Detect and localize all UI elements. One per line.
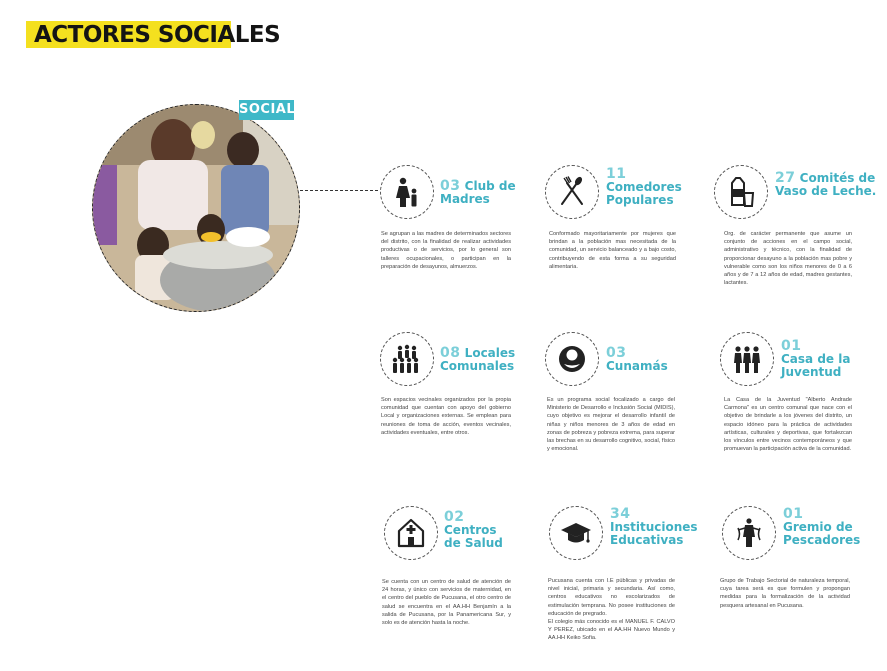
actor-heading-vaso-leche: 27 Comités de Vaso de Leche. bbox=[775, 170, 877, 198]
actor-heading-casa-juventud: 01 Casa de la Juventud bbox=[781, 338, 851, 379]
instituciones-text-1: Pucusana cuenta con I.E públicas y privadas de nivel inicial, primaria y secundaria. Así como, centros educativos no escolarizados de estimulación temprana. No posee instituciones de educación de pregrado. bbox=[548, 578, 675, 617]
instituciones-text-2: El colegio más conocido es el MANUEL F. CALVO Y PEREZ, ubicado en el AA.HH Nuevo Mundo y AA.HH Keiko Sofia. bbox=[548, 619, 675, 642]
actor-heading-club-madres: 03 Club de Madres bbox=[440, 178, 516, 206]
actor-heading-cunamas: 03 Cunamás bbox=[606, 345, 668, 373]
dashed-connector bbox=[300, 190, 378, 191]
actor-description-centros-salud: Se cuenta con un centro de salud de atención de 24 horas, y único con servicios de maternidad, en el centro del pueblo de Pucusana, el otro centro de salud se encuentra en el AA.HH Benjamín a la salida de Pucusana, por la Panamericana Sur, y solo es de atención hasta la noche. bbox=[382, 579, 511, 627]
fork-spoon-icon bbox=[545, 165, 599, 219]
actor-description-instituciones bbox=[548, 577, 675, 643]
actor-description-cunamas: Es un programa social focalizado a cargo del Ministerio de Desarrollo e Inclusión Social (MIDIS), cuyo objetivo es mejorar el desarrollo infantil de niñas y niños menores de 3 años de edad en zonas de pobreza y pobreza extrema, para superar las brechas en su desarrollo cognitivo, social, físico y emocional. bbox=[547, 397, 675, 453]
community-icon bbox=[380, 332, 434, 386]
fisherman-icon bbox=[722, 506, 776, 560]
social-tag: SOCIAL bbox=[239, 100, 294, 120]
health-center-icon bbox=[384, 506, 438, 560]
page-title: ACTORES SOCIALES bbox=[34, 22, 281, 48]
actor-heading-centros-salud: 02 Centros de Salud bbox=[444, 509, 503, 550]
milk-icon bbox=[714, 165, 768, 219]
mother-child-icon bbox=[380, 165, 434, 219]
baby-icon bbox=[545, 332, 599, 386]
actor-heading-pescadores: 01 Gremio de Pescadores bbox=[783, 506, 861, 547]
community-photo-image bbox=[93, 105, 299, 311]
actor-heading-instituciones: 34 Instituciones Educativas bbox=[610, 506, 698, 547]
actor-description-casa-juventud: La Casa de la Juventud "Alberto Andrade Carmona" es un centro comunal que nace con el objetivo de brindarle a los jóvenes del distrito, un espacio idóneo para la práctica de actividades artísticas, culturales y deportivas, que fortalezcan los vínculos entre vecinos contemporáneos y que promuevan la participación activa de la comunidad. bbox=[724, 397, 852, 453]
graduation-cap-icon bbox=[549, 506, 603, 560]
actor-description-pescadores: Grupo de Trabajo Sectorial de naturaleza temporal, cuya tarea será es que formulen y propongan medidas para la formalización de la actividad pesquera artesanal en Pucusana. bbox=[720, 578, 850, 609]
actor-heading-locales: 08 Locales Comunales bbox=[440, 345, 516, 373]
social-photo bbox=[92, 104, 300, 312]
actor-description-vaso-leche: Org. de carácter permanente que asume un conjunto de acciones en el campo social, administrativo y técnico, con la finalidad de proporcionar desayuno a la población mas pobre y vulnerable como son los niños menores de 0 a 6 años y de 7 a 12 años de edad, madres gestantes, lactantes. bbox=[724, 231, 852, 287]
actor-description-comedores: Conformado mayoritariamente por mujeres que brindan a la población mas necesitada de la comunidad, un servicio balanceado y a bajo costo, contribuyendo de esta forma a su seguridad alimentaria. bbox=[549, 231, 676, 270]
actor-description-club-madres: Se agrupan a las madres de determinados sectores del distrito, con la finalidad de realizar actividades productivas o de servicios, por lo general son talleres ocupacionales, o participan en la preparación de desayunos, almuerzos. bbox=[381, 231, 511, 270]
actor-heading-comedores: 11 Comedores Populares bbox=[606, 166, 682, 207]
youth-icon bbox=[720, 332, 774, 386]
actor-description-locales: Son espacios vecinales organizados por la propia comunidad que cuentan con apoyo del gobierno Local y organizaciones externas. Se emplean para reuniones de toma de acción, eventos vecinales, actividades eventuales, entre otros. bbox=[381, 397, 511, 436]
